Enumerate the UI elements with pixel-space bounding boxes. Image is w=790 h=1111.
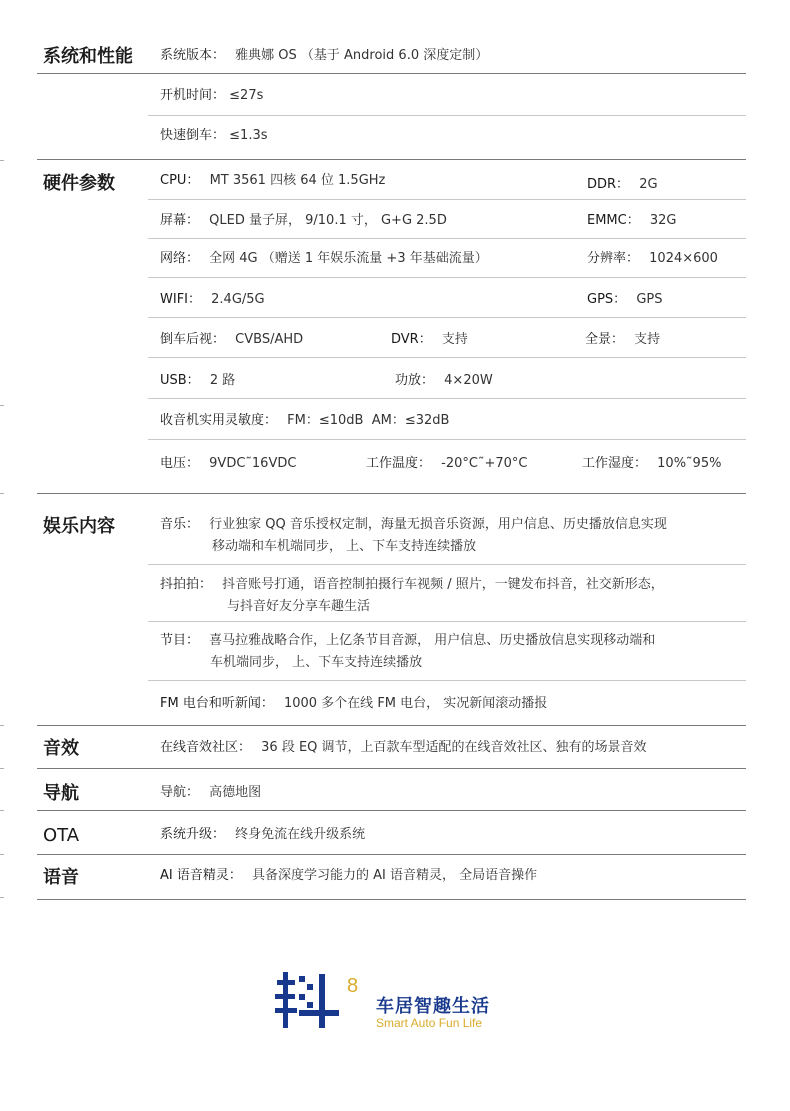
spec-program bbox=[160, 630, 655, 674]
spec-wifi bbox=[160, 291, 265, 309]
spec-label: 开机时间： bbox=[160, 88, 226, 103]
spec-label: 导航： bbox=[160, 785, 200, 800]
spec-value-line2: 移动端和车机端同步， 上、下车支持连续播放 bbox=[212, 539, 477, 554]
spec-label: 倒车后视： bbox=[160, 332, 226, 347]
spec-label: DVR： bbox=[391, 332, 432, 347]
spec-label: 全景： bbox=[585, 332, 625, 347]
spec-label: CPU： bbox=[160, 173, 200, 188]
spec-value: MT 3561 四核 64 位 1.5GHz bbox=[209, 173, 386, 188]
brand-name-cn: 车居智趣生活 bbox=[376, 996, 490, 1017]
spec-music bbox=[160, 514, 667, 558]
spec-label: 系统版本： bbox=[160, 48, 226, 63]
spec-screen bbox=[160, 212, 447, 230]
spec-value: 1000 多个在线 FM 电台， 实况新闻滚动播报 bbox=[283, 696, 548, 711]
margin-tick bbox=[0, 854, 4, 855]
spec-value: 2G bbox=[639, 177, 658, 192]
spec-voice-assistant bbox=[160, 867, 537, 885]
section-title-hardware: 硬件参数 bbox=[43, 173, 115, 194]
spec-boot-time bbox=[160, 87, 263, 105]
row-divider bbox=[148, 398, 746, 399]
section-divider bbox=[37, 854, 746, 855]
spec-navigation bbox=[160, 784, 261, 802]
spec-value: 2 路 bbox=[209, 373, 236, 388]
spec-humidity bbox=[582, 455, 721, 473]
row-divider bbox=[148, 238, 746, 239]
spec-label: 音乐： bbox=[160, 517, 200, 532]
spec-temperature bbox=[366, 455, 527, 473]
margin-tick bbox=[0, 160, 4, 161]
brand-superscript: 8 bbox=[347, 975, 359, 997]
spec-panorama bbox=[585, 331, 660, 349]
spec-resolution bbox=[587, 250, 718, 268]
section-divider bbox=[37, 899, 746, 900]
spec-fm-radio bbox=[160, 695, 547, 713]
spec-system-version bbox=[160, 47, 488, 65]
spec-value: ≤27s bbox=[229, 88, 264, 103]
spec-gps bbox=[587, 291, 662, 309]
row-divider bbox=[148, 115, 746, 116]
section-title-voice: 语音 bbox=[43, 867, 79, 888]
spec-network bbox=[160, 250, 488, 268]
spec-value: 2.4G/5G bbox=[211, 292, 265, 307]
spec-value-line2: 与抖音好友分享车趣生活 bbox=[227, 599, 371, 614]
spec-label: WIFI： bbox=[160, 292, 201, 307]
row-divider bbox=[148, 564, 746, 565]
spec-fast-reverse bbox=[160, 127, 268, 145]
spec-label: 系统升级： bbox=[160, 827, 226, 842]
brand-name-en: Smart Auto Fun Life bbox=[376, 1016, 483, 1030]
spec-label: 电压： bbox=[160, 456, 200, 471]
spec-rearview bbox=[160, 331, 303, 349]
spec-value-line1: 行业独家 QQ 音乐授权定制，海量无损音乐资源，用户信息、历史播放信息实现 bbox=[209, 517, 667, 532]
row-divider bbox=[148, 199, 746, 200]
spec-label: 分辨率： bbox=[587, 251, 640, 266]
spec-value: 高德地图 bbox=[209, 785, 262, 800]
section-title-nav: 导航 bbox=[43, 783, 79, 804]
spec-label: 收音机实用灵敏度： bbox=[160, 413, 278, 428]
section-divider bbox=[37, 725, 746, 726]
spec-value: 终身免流在线升级系统 bbox=[235, 827, 366, 842]
section-divider bbox=[37, 810, 746, 811]
spec-value: 4×20W bbox=[444, 373, 493, 388]
row-divider bbox=[148, 277, 746, 278]
spec-value-line1: 喜马拉雅战略合作，上亿条节目音源， 用户信息、历史播放信息实现移动端和 bbox=[209, 633, 656, 648]
spec-dvr bbox=[391, 331, 468, 349]
section-divider bbox=[37, 493, 746, 494]
spec-ddr bbox=[587, 176, 658, 194]
spec-value-line1: 抖音账号打通，语音控制拍摄行车视频 / 照片，一键发布抖音，社交新形态， bbox=[222, 577, 664, 592]
section-divider bbox=[37, 768, 746, 769]
margin-tick bbox=[0, 493, 4, 494]
margin-tick bbox=[0, 810, 4, 811]
section-divider bbox=[37, 159, 746, 160]
spec-label: DDR： bbox=[587, 177, 630, 192]
spec-value: ≤1.3s bbox=[229, 128, 268, 143]
spec-value: 支持 bbox=[634, 332, 661, 347]
spec-value: FM：≤10dB AM：≤32dB bbox=[287, 413, 450, 428]
spec-label: USB： bbox=[160, 373, 200, 388]
row-divider bbox=[148, 317, 746, 318]
margin-tick bbox=[0, 725, 4, 726]
spec-value: 具备深度学习能力的 AI 语音精灵， 全局语音操作 bbox=[252, 868, 538, 883]
section-title-entertainment: 娱乐内容 bbox=[43, 516, 115, 537]
spec-voltage bbox=[160, 455, 296, 473]
section-divider bbox=[37, 73, 746, 74]
spec-value: 1024×600 bbox=[649, 251, 718, 266]
spec-value-line2: 车机端同步， 上、下车支持连续播放 bbox=[210, 655, 423, 670]
row-divider bbox=[148, 439, 746, 440]
spec-value: GPS bbox=[636, 292, 663, 307]
spec-value: 支持 bbox=[441, 332, 468, 347]
spec-label: 节目： bbox=[160, 633, 200, 648]
brand-mark-icon bbox=[275, 970, 375, 1040]
spec-value: 全网 4G （赠送 1 年娱乐流量 +3 年基础流量） bbox=[209, 251, 488, 266]
spec-label: EMMC： bbox=[587, 213, 640, 228]
row-divider bbox=[148, 357, 746, 358]
margin-tick bbox=[0, 897, 4, 898]
spec-value: CVBS/AHD bbox=[235, 332, 304, 347]
spec-label: AI 语音精灵： bbox=[160, 868, 242, 883]
spec-label: 在线音效社区： bbox=[160, 740, 252, 755]
spec-label: 抖拍拍： bbox=[160, 577, 213, 592]
spec-value: 32G bbox=[649, 213, 677, 228]
spec-value: -20°C˜+70°C bbox=[441, 456, 528, 471]
spec-emmc bbox=[587, 212, 677, 230]
spec-value: 9VDC˜16VDC bbox=[209, 456, 297, 471]
section-title-ota: OTA bbox=[43, 825, 80, 846]
spec-value: 10%˜95% bbox=[657, 456, 722, 471]
spec-label: 工作温度： bbox=[366, 456, 432, 471]
spec-label: 快速倒车： bbox=[160, 128, 226, 143]
spec-value: 雅典娜 OS （基于 Android 6.0 深度定制） bbox=[235, 48, 489, 63]
row-divider bbox=[148, 621, 746, 622]
spec-label: GPS： bbox=[587, 292, 627, 307]
margin-tick bbox=[0, 768, 4, 769]
margin-tick bbox=[0, 405, 4, 406]
spec-usb bbox=[160, 372, 235, 390]
spec-audio-community bbox=[160, 739, 647, 757]
spec-label: 网络： bbox=[160, 251, 200, 266]
section-title-system: 系统和性能 bbox=[43, 46, 133, 67]
spec-douyin bbox=[160, 574, 664, 618]
spec-value: 36 段 EQ 调节，上百款车型适配的在线音效社区、独有的场景音效 bbox=[261, 740, 647, 755]
spec-label: 功放： bbox=[395, 373, 435, 388]
spec-label: FM 电台和听新闻： bbox=[160, 696, 274, 711]
row-divider bbox=[148, 680, 746, 681]
spec-label: 工作湿度： bbox=[582, 456, 648, 471]
spec-ota bbox=[160, 826, 365, 844]
spec-label: 屏幕： bbox=[160, 213, 200, 228]
section-title-audio: 音效 bbox=[43, 738, 79, 759]
spec-radio-sensitivity bbox=[160, 412, 449, 430]
spec-amplifier bbox=[395, 372, 493, 390]
spec-cpu bbox=[160, 172, 385, 190]
spec-value: QLED 量子屏， 9/10.1 寸， G+G 2.5D bbox=[209, 213, 447, 228]
